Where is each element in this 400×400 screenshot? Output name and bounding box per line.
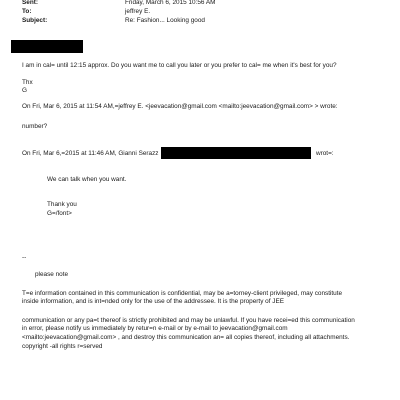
quote-header: On Fri, Mar 6, 2015 at 11:54 AM,=jeffrey E. <jeevacation@gmail.com <mailto:jeevacation@gmail.com> > wrote: (22, 103, 338, 110)
subject-label: Subject: (22, 17, 48, 24)
redaction-bar (11, 40, 83, 53)
quoted-line-talk: We can talk when you want. (47, 176, 127, 183)
disclaimer-line: communication or any pa=t thereof is strictly prohibited and may be unlawful. If you have recei=ed this communication (22, 317, 355, 324)
disclaimer-line: in error, please notify us immediately by retur=n e-mail or by e-mail to jeevacation@gmail.com (22, 325, 288, 332)
signoff-thx: Thx (22, 79, 33, 86)
quoted-question: number? (22, 123, 48, 130)
subject-value: Re: Fashion... Looking good (125, 17, 205, 24)
disclaimer-line: <mailto:jeevacation@gmail.com> , and destroy this communication an= all copies thereof, including all attachments. (22, 334, 350, 341)
sent-value: Friday, March 6, 2015 10:56 AM (125, 0, 216, 6)
signoff-initial: G (22, 87, 27, 94)
quoted-signature: G=/font> (47, 210, 72, 217)
separator-dash: -- (22, 254, 27, 261)
quoted-thanks: Thank you (47, 201, 77, 208)
message-line: I am in cal= until 12:15 approx. Do you want me to call you later or you prefer to cal= me when it's best for you? (22, 62, 337, 69)
quote-header-2-suffix: wrot=: (316, 150, 334, 157)
please-note: please note (35, 271, 69, 278)
redaction-bar-name (161, 147, 311, 159)
disclaimer-line: T=e information contained in this communication is confidential, may be a=torney-client privileged, may constitute (22, 290, 343, 297)
disclaimer-line: inside information, and is int=nded only for the use of the addressee. It is the property of JEE (22, 298, 284, 305)
disclaimer-line: copyright -all rights r=served (22, 343, 103, 350)
to-value: jeffrey E. (125, 8, 151, 15)
to-label: To: (22, 8, 32, 15)
sent-label: Sent: (22, 0, 38, 6)
quote-header-2: On Fri, Mar 6,=2015 at 11:46 AM, Gianni Serazz (22, 150, 159, 157)
